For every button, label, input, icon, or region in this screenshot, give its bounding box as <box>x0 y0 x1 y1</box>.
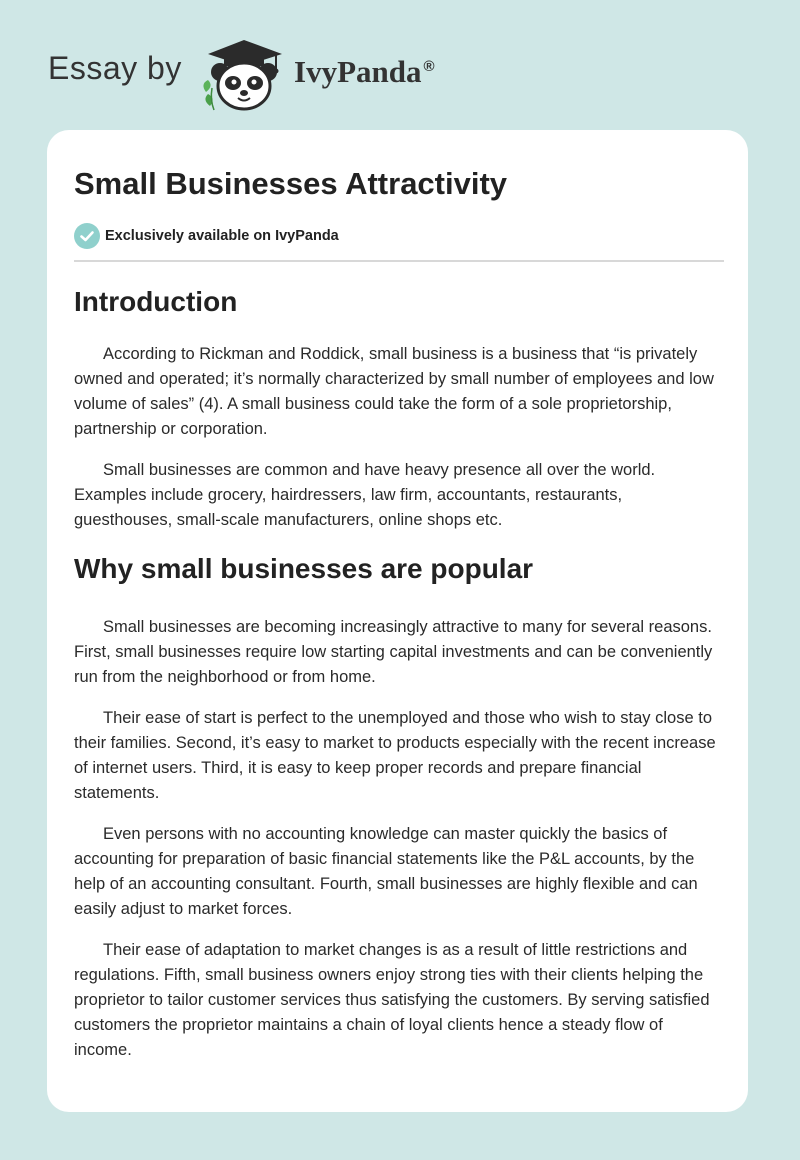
paragraph: According to Rickman and Roddick, small business is a business that “is privately owned and operated; it’s normally characterized by small number of employees and low volume of sales” (4). A small business could take the form of a sole proprietorship, partnership or corporation. <box>74 345 714 438</box>
title-divider <box>74 260 724 262</box>
section-heading-introduction: Introduction <box>74 286 238 317</box>
section-heading-why-popular: Why small businesses are popular <box>74 553 534 584</box>
paragraph: Even persons with no accounting knowledge can master quickly the basics of accounting for preparation of basic financial statements like the P&L accounts, by the help of an accounting consultant. Fourth, small businesses are highly flexible and can easily adjust to market forces. <box>74 825 698 918</box>
check-circle-icon <box>74 223 100 249</box>
site-header <box>48 36 568 112</box>
essay-content <box>74 160 724 1063</box>
paragraph: Small businesses are common and have heavy presence all over the world. Examples include grocery, hairdressers, law firm, accountants, restaurants, guesthouses, small-scale manufacturers, online shops etc. <box>74 461 656 529</box>
essay-title: Small Businesses Attractivity <box>74 166 508 201</box>
paragraph: Their ease of start is perfect to the unemployed and those who wish to stay close to their families. Second, it’s easy to market to products especially with the recent increase of internet users. Third, it is easy to keep proper records and prepare financial statements. <box>74 709 716 802</box>
registered-mark: ® <box>423 58 435 75</box>
essay-by-label: Essay by <box>48 50 182 86</box>
brand-name[interactable]: IvyPanda ® <box>294 54 435 89</box>
exclusive-badge <box>74 222 724 250</box>
essay-card <box>47 130 748 1112</box>
paragraph: Their ease of adaptation to market changes is as a result of little restrictions and regulations. Fifth, small business owners enjoy strong ties with their clients helping the proprietor to tailor customer services thus satisfying the customers. By serving satisfied customers the proprietor maintains a chain of loyal clients hence a steady flow of income. <box>74 941 710 1059</box>
exclusive-badge-text: Exclusively available on IvyPanda <box>105 228 339 244</box>
paragraph: Small businesses are becoming increasingly attractive to many for several reasons. First, small businesses require low starting capital investments and can be conveniently run from the neighborhood or from home. <box>74 618 713 686</box>
panda-graduate-icon[interactable] <box>200 36 290 112</box>
